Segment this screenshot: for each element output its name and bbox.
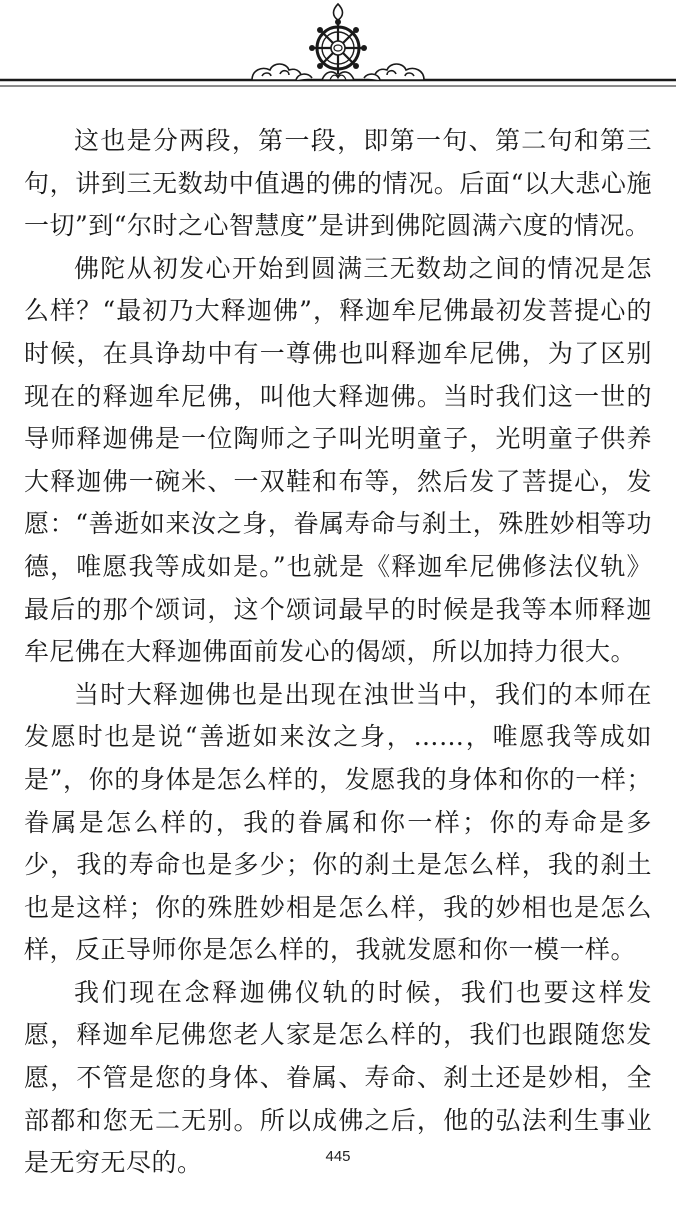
header-rule <box>0 80 676 86</box>
paragraph: 这也是分两段，第一段，即第一句、第二句和第三句，讲到三无数劫中值遇的佛的情况。后面“以大悲心施一切”到“尔时之心智慧度”是讲到佛陀圆满六度的情况。 <box>24 126 652 241</box>
paragraph: 当时大释迦佛也是出现在浊世当中，我们的本师在发愿时也是说“善逝如来汝之身，……，唯愿我等成如是”，你的身体是怎么样的，发愿我的身体和你的一样；眷属是怎么样的，我的眷属和你一样；你的寿命是多少，我的寿命也是多少；你的刹土是怎么样，我的刹土也是这样；你的殊胜妙相是怎么样，我的妙相也是怎么样，反正导师你是怎么样的，我就发愿和你一模一样。 <box>24 679 652 965</box>
page-body <box>24 120 652 1185</box>
dharma-wheel-icon <box>309 4 367 80</box>
paragraph: 佛陀从初发心开始到圆满三无数劫之间的情况是怎么样？“最初乃大释迦佛”，释迦牟尼佛最初发菩提心的时候，在具诤劫中有一尊佛也叫释迦牟尼佛，为了区别现在的释迦牟尼佛，叫他大释迦佛。当时我们这一世的导师释迦佛是一位陶师之子叫光明童子，光明童子供养大释迦佛一碗米、一双鞋和布等，然后发了菩提心，发愿：“善逝如来汝之身，眷属寿命与刹土，殊胜妙相等功德，唯愿我等成如是。”也就是《释迦牟尼佛修法仪轨》最后的那个颂词，这个颂词最早的时候是我等本师释迦牟尼佛在大释迦佛面前发心的偈颂，所以加持力很大。 <box>24 253 652 667</box>
page-number: 445 <box>325 1148 351 1165</box>
paragraph: 我们现在念释迦佛仪轨的时候，我们也要这样发愿，释迦牟尼佛您老人家是怎么样的，我们也跟随您发愿，不管是您的身体、眷属、寿命、刹土还是妙相，全部都和您无二无别。所以成佛之后，他的弘法利生事业是无穷无尽的。 <box>24 977 652 1178</box>
auspicious-cloud-icon <box>252 64 312 80</box>
auspicious-cloud-icon <box>364 64 424 80</box>
page-header-ornament <box>0 0 676 110</box>
